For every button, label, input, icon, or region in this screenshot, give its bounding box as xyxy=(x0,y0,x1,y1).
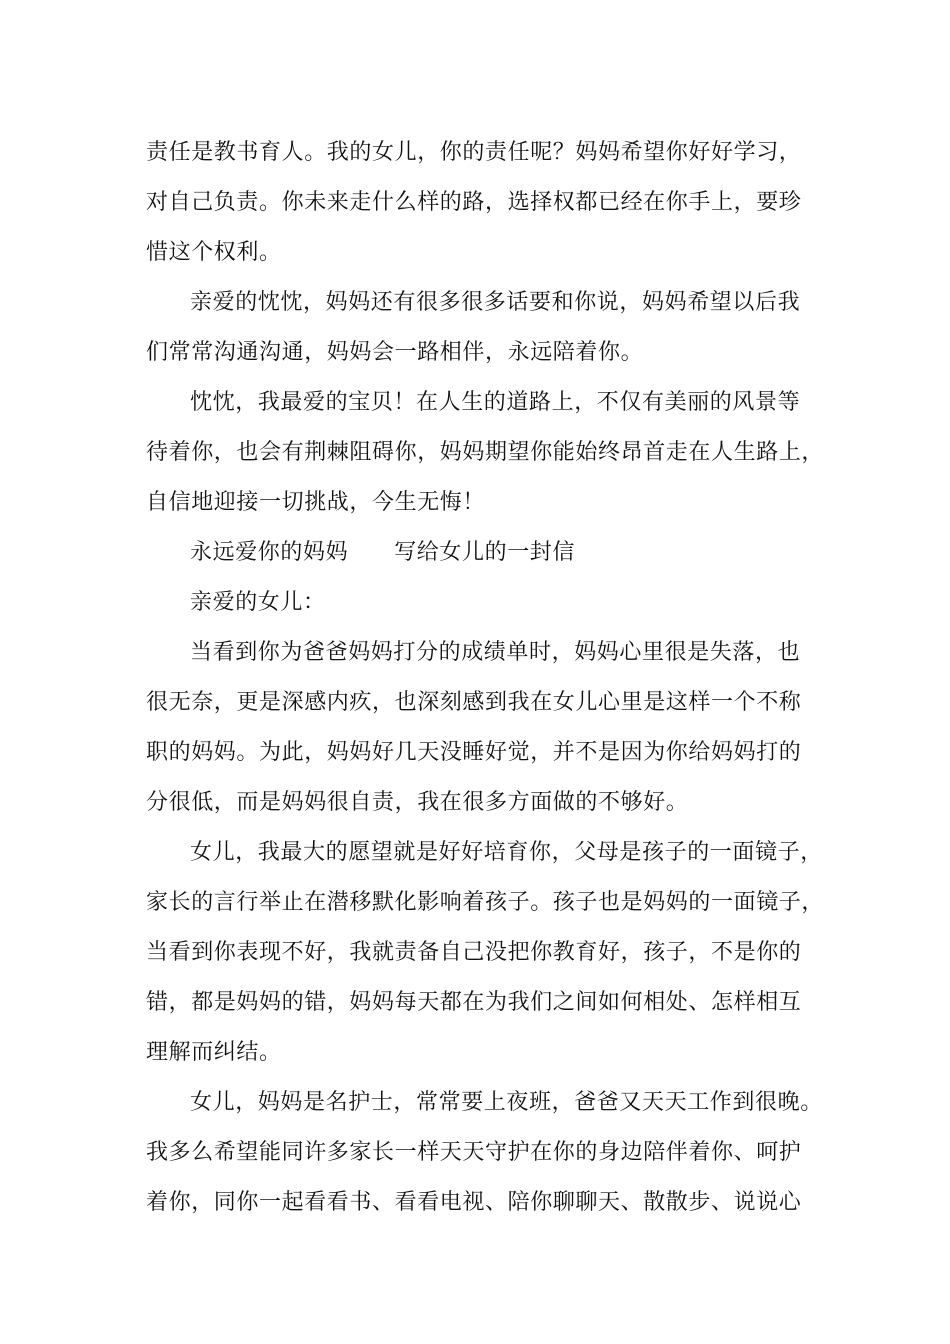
text-line: 当看到你表现不好，我就责备自己没把你教育好，孩子，不是你的 xyxy=(146,940,802,965)
letter-title: 写给女儿的一封信 xyxy=(394,540,576,565)
text-line: 很无奈，更是深感内疚，也深刻感到我在女儿心里是这样一个不称 xyxy=(146,690,802,715)
signature-title-line xyxy=(146,528,834,578)
salutation: 亲爱的女儿： xyxy=(190,590,326,615)
text-line: 理解而纠结。 xyxy=(146,1040,282,1065)
text-line: 们常常沟通沟通，妈妈会一路相伴，永远陪着你。 xyxy=(146,340,644,365)
paragraph-start-line: 女儿，我最大的愿望就是好好培育你，父母是孩子的一面镜子， xyxy=(190,840,823,865)
text-line: 错，都是妈妈的错，妈妈每天都在为我们之间如何相处、怎样相互 xyxy=(146,990,802,1015)
text-line: 待着你，也会有荆棘阻碍你，妈妈期望你能始终昂首走在人生路上， xyxy=(146,440,825,465)
text-line: 职的妈妈。为此，妈妈好几天没睡好觉，并不是因为你给妈妈打的 xyxy=(146,740,802,765)
text-line: 我多么希望能同许多家长一样天天守护在你的身边陪伴着你、呵护 xyxy=(146,1140,802,1165)
signature: 永远爱你的妈妈 xyxy=(190,540,349,565)
paragraph-start-line: 当看到你为爸爸妈妈打分的成绩单时，妈妈心里很是失落，也 xyxy=(190,640,801,665)
paragraph-start-line: 亲爱的忱忱，妈妈还有很多很多话要和你说，妈妈希望以后我 xyxy=(190,290,801,315)
text-line: 分很低，而是妈妈很自责，我在很多方面做的不够好。 xyxy=(146,790,689,815)
text-line: 惜这个权利。 xyxy=(146,240,282,265)
text-line: 责任是教书育人。我的女儿，你的责任呢？妈妈希望你好好学习， xyxy=(146,140,802,165)
letter-body xyxy=(146,128,834,1228)
text-line: 着你，同你一起看看书、看看电视、陪你聊聊天、散散步、说说心 xyxy=(146,1190,802,1215)
text-line: 对自己负责。你未来走什么样的路，选择权都已经在你手上，要珍 xyxy=(146,190,802,215)
paragraph-start-line: 忱忱，我最爱的宝贝！在人生的道路上，不仅有美丽的风景等 xyxy=(190,390,801,415)
paragraph-start-line: 女儿，妈妈是名护士，常常要上夜班，爸爸又天天工作到很晚。 xyxy=(190,1090,823,1115)
text-line: 自信地迎接一切挑战，今生无悔！ xyxy=(146,490,486,515)
text-line: 家长的言行举止在潜移默化影响着孩子。孩子也是妈妈的一面镜子， xyxy=(146,890,825,915)
